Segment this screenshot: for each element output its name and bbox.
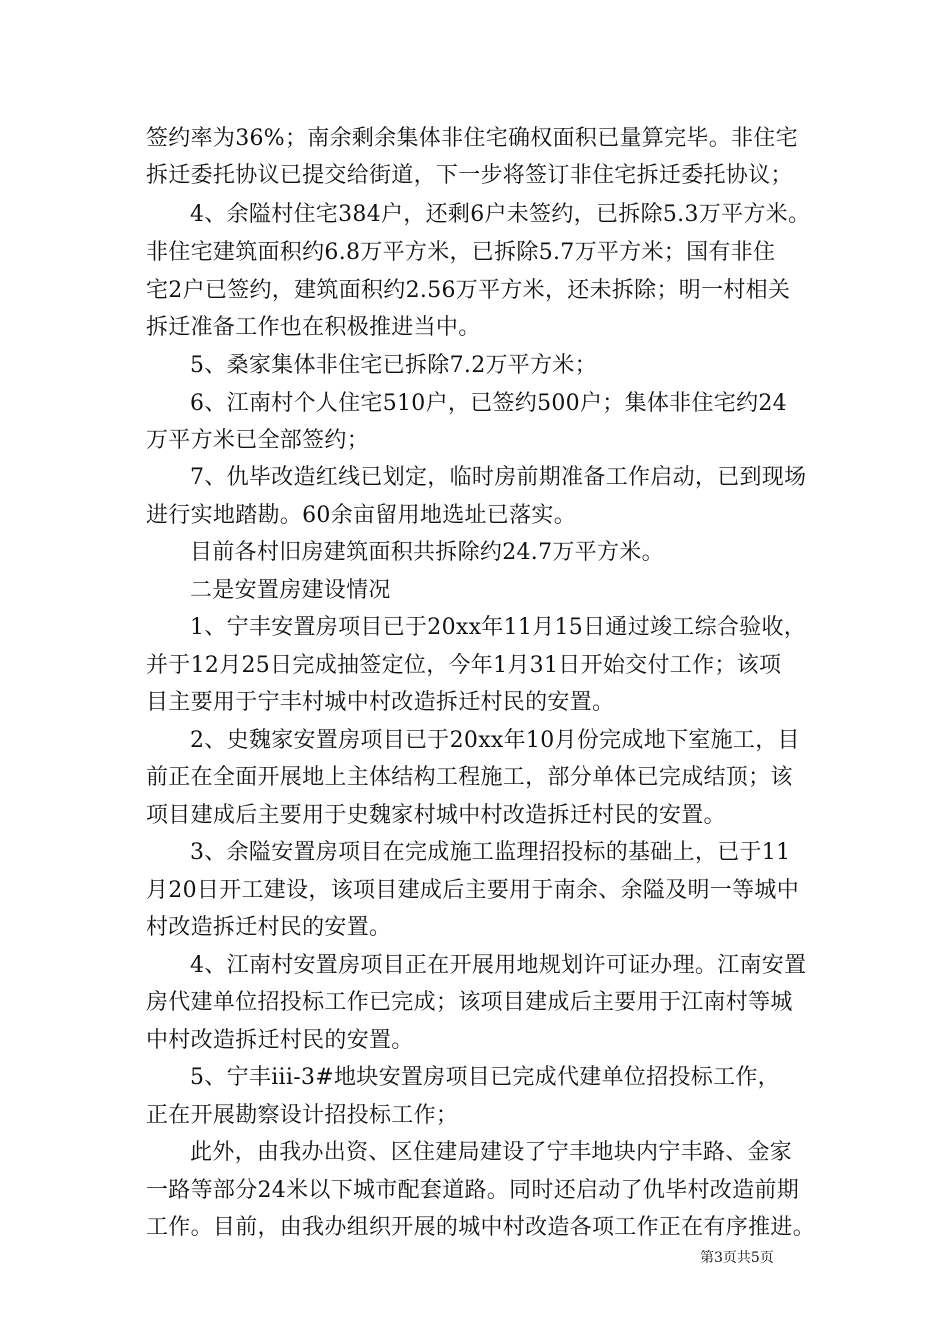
text-line: 村改造拆迁村民的安置。 [146,915,392,940]
text-line: 一路等部分24米以下城市配套道路。同时还启动了仇毕村改造前期 [146,1178,799,1203]
page-number: 第3页共5页 [700,1250,774,1266]
text-line: 宅2户已签约，建筑面积约2.56万平方米，还未拆除；明一村相关 [146,278,791,303]
text-line: 5、宁丰iii-3#地块安置房项目已完成代建单位招投标工作， [190,1065,780,1090]
text-line: 正在开展勘察设计招投标工作； [146,1103,459,1128]
text-line: 工作。目前，由我办组织开展的城中村改造各项工作正在有序推进。 [146,1215,816,1240]
text-line: 项目建成后主要用于史魏家村城中村改造拆迁村民的安置。 [146,803,726,828]
text-line: 4、余隘村住宅384户，还剩6户未签约，已拆除5.3万平方米。 [190,202,811,227]
text-line: 非住宅建筑面积约6.8万平方米，已拆除5.7万平方米；国有非住 [146,240,776,265]
text-line: 此外，由我办出资、区住建局建设了宁丰地块内宁丰路、金家 [190,1140,793,1165]
text-line: 目前各村旧房建筑面积共拆除约24.7万平方米。 [190,540,664,565]
text-line: 前正在全面开展地上主体结构工程施工，部分单体已完成结顶；该 [146,765,793,790]
text-line: 房代建单位招投标工作已完成；该项目建成后主要用于江南村等城 [146,990,793,1015]
text-line: 万平方米已全部签约； [146,428,370,453]
text-line: 中村改造拆迁村民的安置。 [146,1028,414,1053]
text-line: 5、桑家集体非住宅已拆除7.2万平方米； [190,353,597,378]
text-line: 月20日开工建设，该项目建成后主要用于南余、余隘及明一等城中 [146,878,799,903]
text-line: 二是安置房建设情况 [190,578,391,603]
text-line: 并于12月25日完成抽签定位，今年1月31日开始交付工作；该项 [146,653,782,678]
text-line: 签约率为36%；南余剩余集体非住宅确权面积已量算完毕。非住宅 [146,126,798,151]
text-line: 拆迁委托协议已提交给街道，下一步将签订非住宅拆迁委托协议； [146,163,793,188]
text-line: 3、余隘安置房项目在完成施工监理招投标的基础上，已于11 [190,840,791,865]
text-line: 拆迁准备工作也在积极推进当中。 [146,315,481,340]
text-line: 4、江南村安置房项目正在开展用地规划许可证办理。江南安置 [190,953,807,978]
text-line: 2、史魏家安置房项目已于20xx年10月份完成地下室施工，目 [190,728,800,753]
text-line: 进行实地踏勘。60余亩留用地选址已落实。 [146,503,576,528]
text-line: 7、仇毕改造红线已划定，临时房前期准备工作启动，已到现场 [190,465,807,490]
text-line: 1、宁丰安置房项目已于20xx年11月15日通过竣工综合验收， [190,615,807,640]
text-line: 目主要用于宁丰村城中村改造拆迁村民的安置。 [146,690,615,715]
text-line: 6、江南村个人住宅510户，已签约500户；集体非住宅约24 [190,391,787,416]
